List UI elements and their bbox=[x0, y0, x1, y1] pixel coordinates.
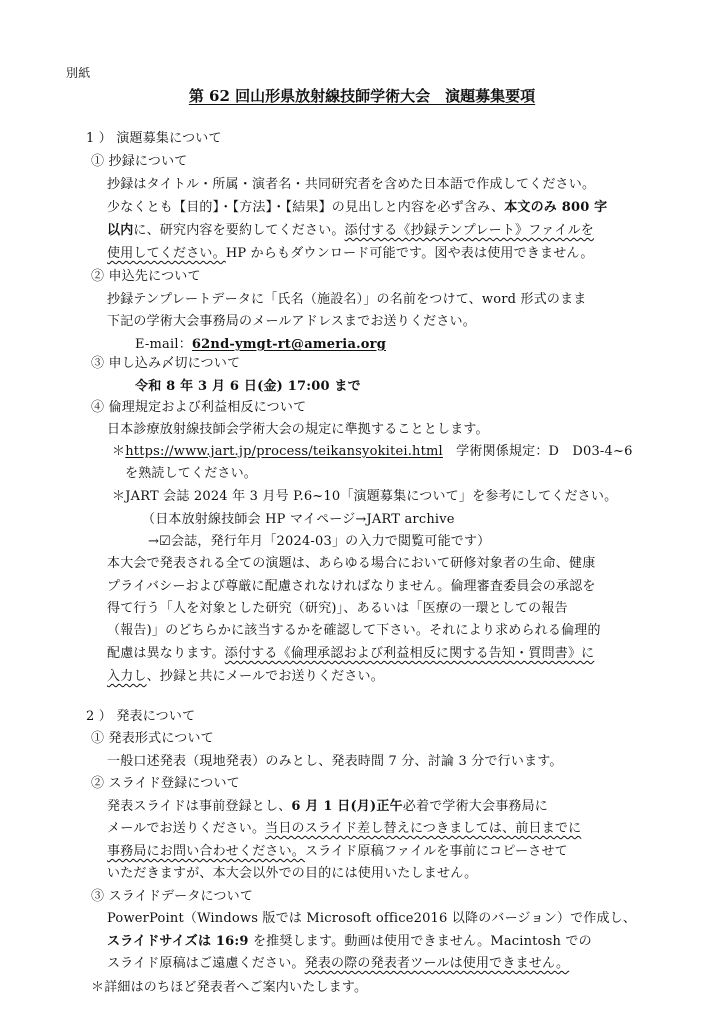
ethics-line: 日本診療放射線技師会学術大会の規定に準拠することとします。 bbox=[107, 422, 489, 437]
ethics-line: ＊https://www.jart.jp/process/teikansyokitei.html 学術関係規定：D D03-4~6 bbox=[112, 444, 633, 459]
annex-label: 別紙 bbox=[66, 66, 91, 80]
slides-line: 事務局にお問い合わせください。スライド原稿ファイルを事前にコピーさせて bbox=[107, 844, 568, 859]
ethics-line: ＊JART 会誌 2024 年 3 月号 P.6~10「演題募集について」を参考にしてください。 bbox=[112, 489, 618, 504]
footnote: ＊詳細はのちほど発表者へご案内いたします。 bbox=[91, 980, 368, 995]
data-line: スライドサイズは 16:9 を推奨します。動画は使用できません。Macintosh での bbox=[107, 934, 592, 949]
jart-rules-link[interactable]: https://www.jart.jp/process/teikansyokitei.html bbox=[125, 444, 443, 459]
abstract-line: 抄録はタイトル・所属・演者名・共同研究者を含めた日本語で作成してください。 bbox=[107, 177, 596, 192]
slides-heading: ② スライド登録について bbox=[91, 776, 240, 791]
ethics-line: 配慮は異なります。添付する《倫理承認および利益相反に関する告知・質問書》に bbox=[107, 646, 595, 661]
abstract-line: 使用してください。HP からもダウンロード可能です。図や表は使用できません。 bbox=[107, 246, 594, 261]
data-heading: ③ スライドデータについて bbox=[91, 889, 254, 904]
deadline-date: 令和 8 年 3 月 6 日(金) 17:00 まで bbox=[135, 379, 361, 394]
submit-line: 下記の学術大会事務局のメールアドレスまでお送りください。 bbox=[107, 314, 476, 329]
slides-line: いただきますが、本大会以外での目的には使用いたしません。 bbox=[107, 866, 478, 881]
page-title: 第 62 回山形県放射線技師学術大会 演題募集要項 bbox=[188, 87, 536, 105]
ethics-line: プライバシーおよび尊厳に配慮されなければなりません。倫理審査委員会の承認を bbox=[107, 579, 596, 594]
slides-line: メールでお送りください。当日のスライド差し替えにつきましては、前日までに bbox=[107, 821, 582, 836]
ethics-line: （報告)」のどちらかに該当するかを確認して下さい。それにより求められる倫理的 bbox=[107, 623, 601, 638]
abstract-heading: ① 抄録について bbox=[91, 154, 188, 169]
slides-line: 発表スライドは事前登録とし、6 月 1 日(月)正午必着で学術大会事務局に bbox=[107, 799, 548, 814]
submit-line: 抄録テンプレートデータに「氏名（施設名）」の名前をつけて、word 形式のまま bbox=[107, 292, 587, 307]
submit-heading: ② 申込先について bbox=[91, 269, 201, 284]
char-limit-text: 本文のみ 800 字 bbox=[504, 200, 608, 215]
ethics-line: 入力し、抄録と共にメールでお送りください。 bbox=[107, 669, 384, 684]
slide-deadline: 6 月 1 日(月)正午 bbox=[291, 799, 403, 814]
ethics-line: 本大会で発表される全ての演題は、あらゆる場合において研修対象者の生命、健康 bbox=[107, 556, 596, 571]
ethics-line: を熟読してください。 bbox=[125, 466, 258, 481]
data-line: PowerPoint（Windows 版では Microsoft office2016 以降のバージョン）で作成し、 bbox=[107, 911, 637, 926]
section-2-heading: 2 ） 発表について bbox=[86, 709, 196, 724]
format-heading: ① 発表形式について bbox=[91, 731, 214, 746]
abstract-line: 以内に、研究内容を要約してください。添付する《抄録テンプレート》ファイルを bbox=[107, 223, 594, 238]
email-link[interactable]: 62nd-ymgt-rt@ameria.org bbox=[191, 337, 386, 352]
template-instruction: 添付する《抄録テンプレート》ファイルを bbox=[344, 223, 594, 238]
abstract-line: 少なくとも【目的】・【方法】・【結果】の見出しと内容を必ず含み、本文のみ 800 字 bbox=[107, 200, 608, 215]
slide-size: スライドサイズは 16:9 bbox=[107, 934, 249, 949]
replacement-notice: 当日のスライド差し替えにつきましては、前日までに bbox=[265, 821, 582, 836]
format-line: 一般口述発表（現地発表）のみとし、発表時間 7 分、討論 3 分で行います。 bbox=[107, 754, 563, 769]
email-label: E-mail： bbox=[135, 337, 192, 352]
email-row bbox=[135, 337, 386, 353]
ethics-heading: ④ 倫理規定および利益相反について bbox=[91, 400, 307, 415]
ethics-form-instruction: 添付する《倫理承認および利益相反に関する告知・質問書》に bbox=[224, 646, 595, 661]
ethics-line: 得て行う「人を対象とした研究（研究)」、あるいは「医療の一環としての報告 bbox=[107, 601, 568, 616]
data-line: スライド原稿はご遠慮ください。発表の際の発表者ツールは使用できません。 bbox=[107, 956, 570, 971]
section-1-heading: 1 ） 演題募集について bbox=[86, 131, 222, 146]
ethics-line: （日本放射線技師会 HP マイページ→JART archive bbox=[142, 512, 455, 527]
presenter-tool-notice: 発表の際の発表者ツールは使用できません。 bbox=[304, 956, 570, 971]
deadline-heading: ③ 申し込み〆切について bbox=[91, 356, 241, 371]
ethics-line: →☑会誌，発行年月「2024-03」の入力で閲覧可能です） bbox=[148, 534, 491, 549]
